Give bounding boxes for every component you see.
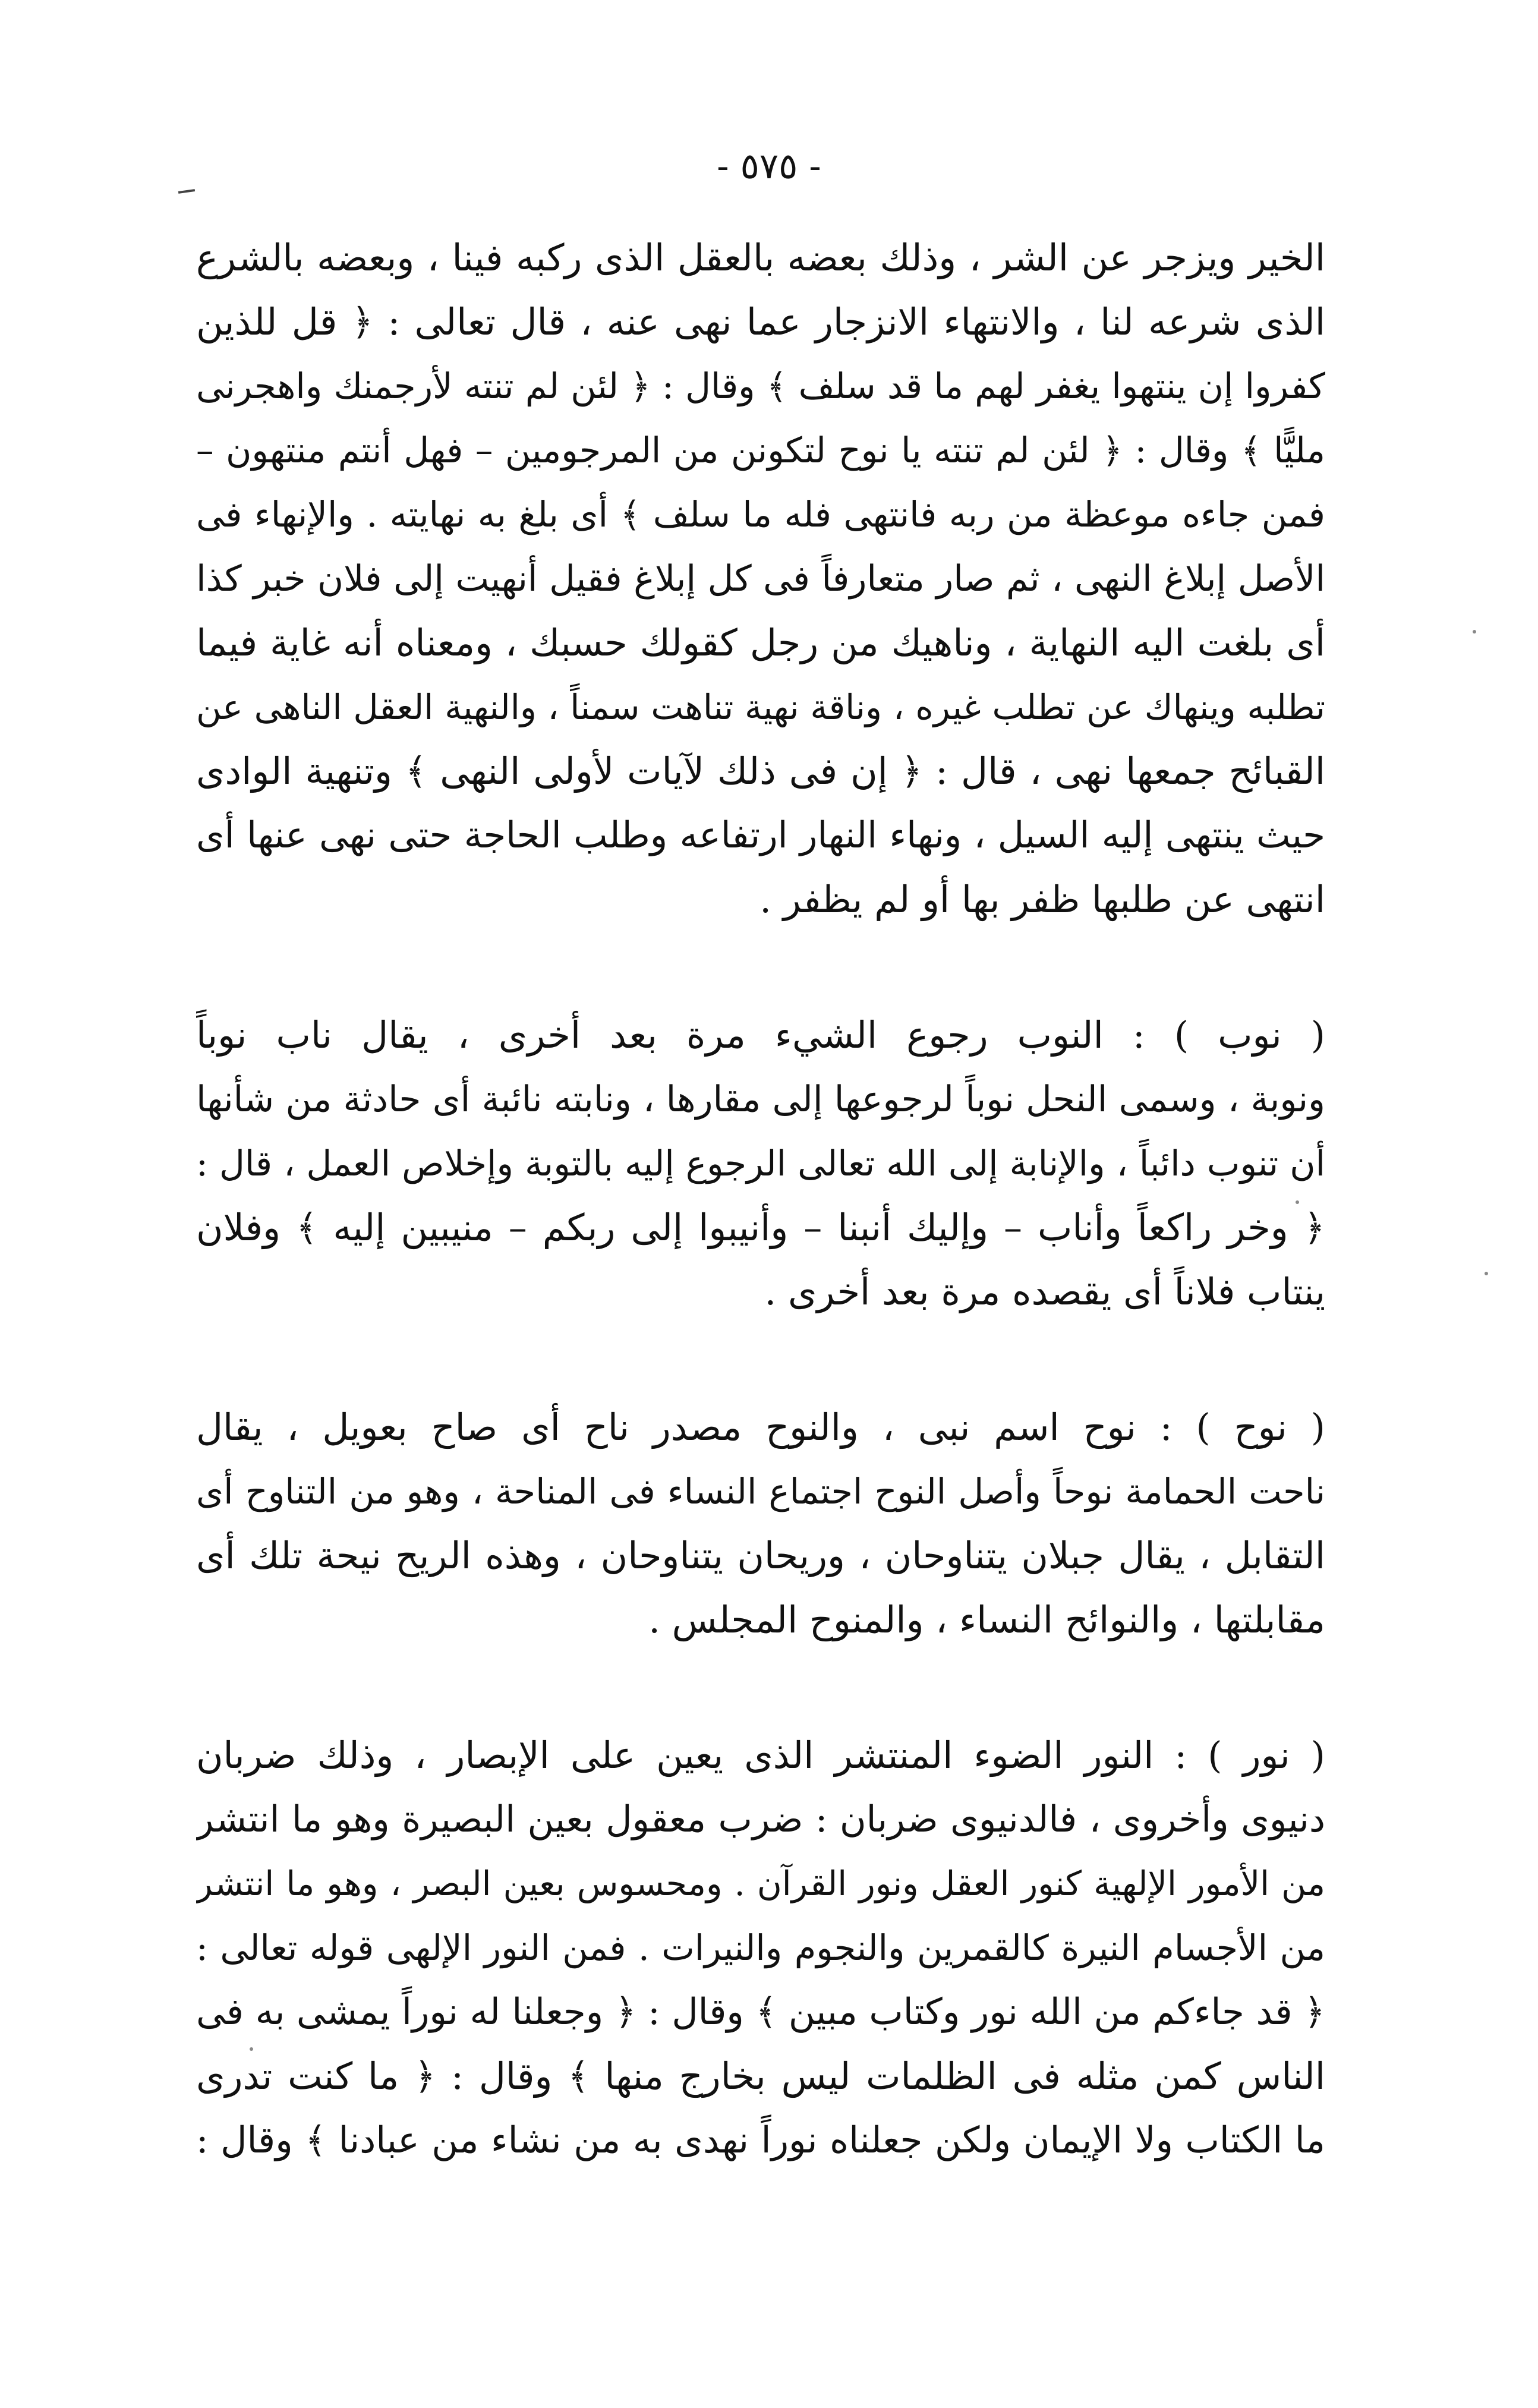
text-line: الخير ويزجر عن الشر ، وذلك بعضه بالعقل الذى ركبه فينا ، وبعضه بالشرع [196,236,1325,279]
paragraph-nur [196,1723,1325,2173]
text-line: ينتاب فلاناً أى يقصده مرة بعد أخرى . [764,1270,1325,1313]
text-line: مليًّا ﴾ وقال : ﴿ لئن لم تنته يا نوح لتكونن من المرجومين – فهل أنتم منتهون – [196,430,1325,471]
text-line: ما الكتاب ولا الإيمان ولكن جعلناه نوراً نهدى به من نشاء من عبادنا ﴾ وقال : [196,2119,1325,2161]
main-text [196,226,1325,2173]
text-line: أى بلغت اليه النهاية ، وناهيك من رجل كقولك حسبك ، ومعناه أنه غاية فيما [196,621,1325,664]
paragraph-gap [196,1652,1325,1723]
paragraph-nahy [196,226,1325,932]
text-line: الأصل إبلاغ النهى ، ثم صار متعارفاً فى كل إبلاغ فقيل أنهيت إلى فلان خبر كذا [196,558,1325,600]
entry-heading-line: ( نوب ) : النوب رجوع الشيء مرة بعد أخرى ، يقال ناب نوباً [196,1013,1325,1057]
entry-heading-line: ( نور ) : النور الضوء المنتشر الذى يعين على الإبصار ، وذلك ضربان [196,1733,1325,1777]
scan-speck [1485,1272,1488,1275]
text-line: فمن جاءه موعظة من ربه فانتهى فله ما سلف ﴾ أى بلغ به نهايته . والإنهاء فى [196,494,1325,535]
text-line: انتهى عن طلبها ظفر بها أو لم يظفر . [759,878,1325,921]
text-line: الذى شرعه لنا ، والانتهاء الانزجار عما نهى عنه ، قال تعالى : ﴿ قل للذين [196,300,1325,343]
paragraph-gap [196,932,1325,1003]
text-line: من الأجسام النيرة كالقمرين والنجوم والنيرات . فمن النور الإلهى قوله تعالى : [196,1927,1325,1968]
text-line: ﴿ قد جاءكم من الله نور وكتاب مبين ﴾ وقال : ﴿ وجعلنا له نوراً يمشى به فى [196,1991,1325,2033]
text-line: أن تنوب دائباً ، والإنابة إلى الله تعالى الرجوع إليه بالتوبة وإخلاص العمل ، قال : [196,1143,1325,1184]
text-line: ﴿ وخر راكعاً وأناب – وإليك أنبنا – وأنيبوا إلى ربكم – منيبين إليه ﴾ وفلان [196,1206,1325,1249]
text-line: حيث ينتهى إليه السيل ، ونهاء النهار ارتفاعه وطلب الحاجة حتى نهى عنها أى [196,814,1325,856]
scan-speck [1473,630,1476,633]
text-line: الناس كمن مثله فى الظلمات ليس بخارج منها ﴾ وقال : ﴿ ما كنت تدرى [196,2054,1325,2098]
text-line: التقابل ، يقال جبلان يتناوحان ، وريحان يتناوحان ، وهذه الريح نيحة تلك أى [196,1534,1325,1577]
paragraph-nawb [196,1003,1325,1324]
text-line: دنيوى وأخروى ، فالدنيوى ضربان : ضرب معقول بعين البصيرة وهو ما انتشر [196,1798,1325,1840]
text-line: ونوبة ، وسمى النحل نوباً لرجوعها إلى مقارها ، ونابته نائبة أى حادثة من شأنها [196,1079,1325,1120]
text-line: من الأمور الإلهية كنور العقل ونور القرآن . ومحسوس بعين البصر ، وهو ما انتشر [196,1864,1325,1903]
text-line: ناحت الحمامة نوحاً وأصل النوح اجتماع النساء فى المناحة ، وهو من التناوح أى [196,1471,1325,1512]
paragraph-nawh [196,1395,1325,1652]
text-line: مقابلتها ، والنوائح النساء ، والمنوح المجلس . [648,1598,1325,1641]
page-number: - ٥٧٥ - [717,146,821,187]
text-line: كفروا إن ينتهوا يغفر لهم ما قد سلف ﴾ وقال : ﴿ لئن لم تنته لأرجمنك واهجرنى [196,365,1325,406]
entry-heading-line: ( نوح ) : نوح اسم نبى ، والنوح مصدر ناح أى صاح بعويل ، يقال [196,1405,1325,1449]
text-line: تطلبه وينهاك عن تطلب غيره ، وناقة نهية تناهت سمناً ، والنهية العقل الناهى عن [196,687,1325,727]
text-line: القبائح جمعها نهى ، قال : ﴿ إن فى ذلك لآيات لأولى النهى ﴾ وتنهية الوادى [196,749,1325,793]
paragraph-gap [196,1324,1325,1395]
